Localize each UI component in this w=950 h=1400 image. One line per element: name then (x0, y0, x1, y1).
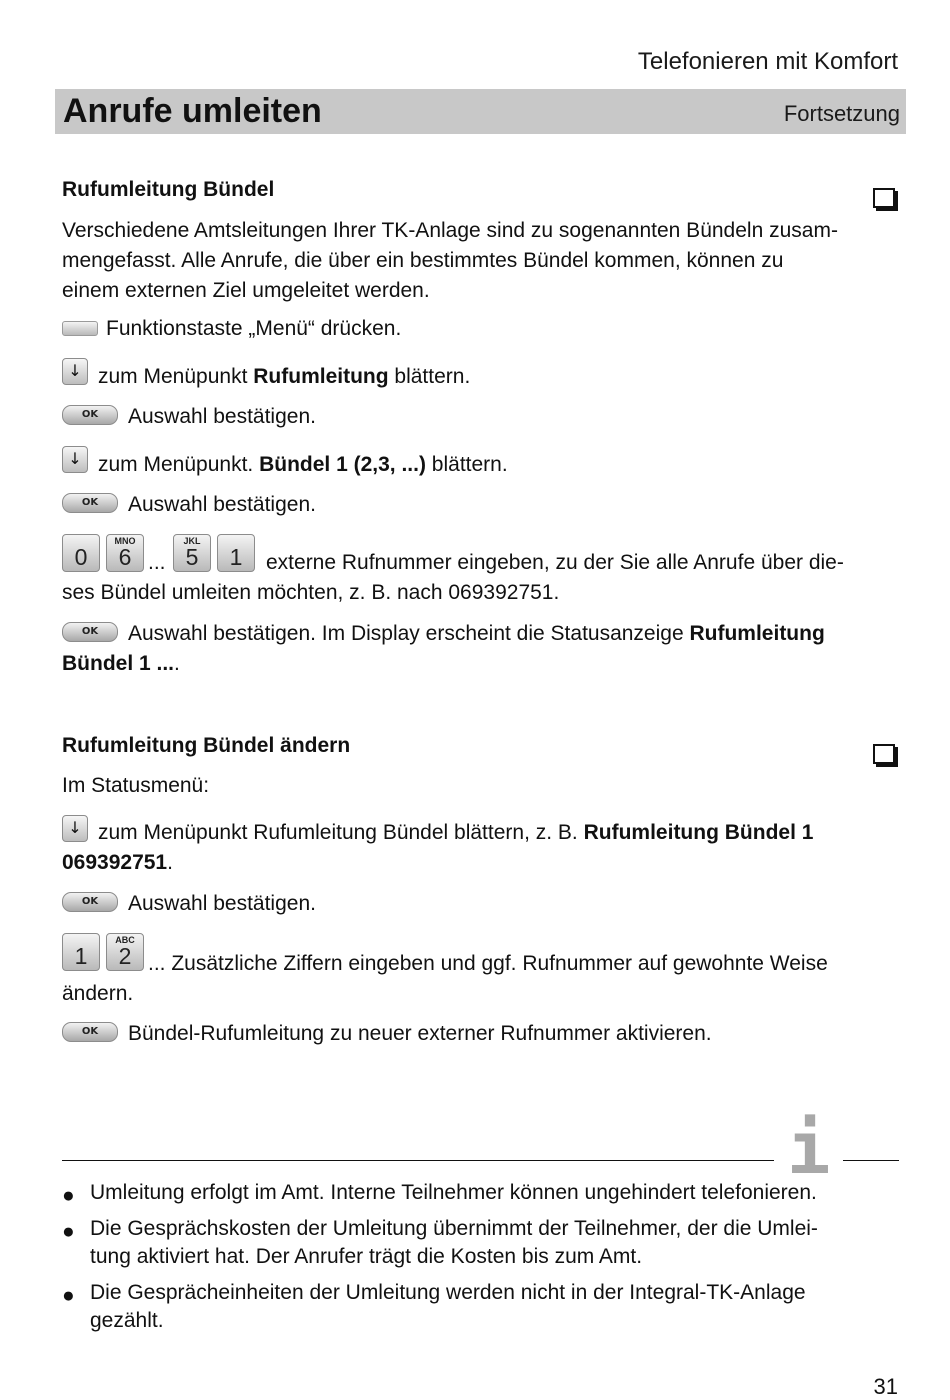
page-title: Anrufe umleiten (63, 92, 322, 130)
ok-key-icon: OK (62, 1022, 118, 1042)
key-2-icon: ABC 2 (106, 933, 144, 971)
chapter-title: Telefonieren mit Komfort (637, 48, 898, 75)
step-text: Funktionstaste „Menü“ drücken. (106, 317, 402, 340)
step-text: zum Menüpunkt Rufumleitung Bündel blättern, z. B. Rufumleitung Bündel 1 (98, 821, 814, 844)
intro-line: mengefasst. Alle Anrufe, die über ein bestimmtes Bündel kommen, können zu (62, 249, 784, 272)
ok-key-icon: OK (62, 493, 118, 513)
section1-intro (62, 216, 838, 306)
info-icon: i (787, 1106, 831, 1190)
continuation-label: Fortsetzung (783, 101, 900, 126)
step-text: ... Zusätzliche Ziffern eingeben und ggf. Rufnummer auf gewohnte Weise (148, 952, 828, 975)
checkbox-icon (873, 188, 895, 208)
key-0-icon: 0 (62, 534, 100, 572)
bullet-icon: ● (62, 1220, 75, 1243)
step-text: 069392751. (62, 851, 173, 874)
step-text: Auswahl bestätigen. Im Display erscheint die Statusanzeige Rufumleitung (128, 622, 825, 645)
ellipsis: ... (148, 551, 166, 574)
info-bullet-text: Umleitung erfolgt im Amt. Interne Teilnehmer können ungehindert telefonieren. (90, 1181, 817, 1204)
info-bullet-text: Die Gesprächeinheiten der Umleitung werden nicht in der Integral-TK-Anlage gezählt. (90, 1281, 806, 1332)
step-text: Bündel-Rufumleitung zu neuer externer Rufnummer aktivieren. (128, 1022, 712, 1045)
section-heading-rufumleitung-buendel: Rufumleitung Bündel (62, 178, 275, 201)
intro-line: einem externen Ziel umgeleitet werden. (62, 279, 430, 302)
ok-key-icon: OK (62, 892, 118, 912)
step-text: zum Menüpunkt Rufumleitung blättern. (98, 365, 471, 388)
info-divider (843, 1160, 899, 1161)
step-text: zum Menüpunkt. Bündel 1 (2,3, ...) blättern. (98, 453, 508, 476)
section2-intro: Im Statusmenü: (62, 774, 210, 797)
info-divider (62, 1160, 774, 1161)
section-heading-rufumleitung-buendel-aendern: Rufumleitung Bündel ändern (62, 734, 351, 757)
bullet-icon: ● (62, 1284, 75, 1307)
bullet-icon: ● (62, 1184, 75, 1207)
step-text: Auswahl bestätigen. (128, 493, 316, 516)
key-5-icon: JKL 5 (173, 534, 211, 572)
step-text: Auswahl bestätigen. (128, 405, 316, 428)
down-arrow-key-icon: ↓ (62, 815, 88, 842)
key-6-icon: MNO 6 (106, 534, 144, 572)
info-bullet-text: Die Gesprächskosten der Umleitung übernimmt der Teilnehmer, der die Umlei- tung aktiviert hat. Der Anrufer trägt die Kosten bis zum Amt. (90, 1217, 818, 1268)
down-arrow-key-icon: ↓ (62, 446, 88, 473)
step-text: externe Rufnummer eingeben, zu der Sie alle Anrufe über die- (266, 551, 844, 574)
step-text: ändern. (62, 982, 134, 1005)
step-text: Auswahl bestätigen. (128, 892, 316, 915)
ok-key-icon: OK (62, 405, 118, 425)
function-key-icon (62, 321, 98, 336)
checkbox-icon (873, 744, 895, 764)
ok-key-icon: OK (62, 622, 118, 642)
step-text: ses Bündel umleiten möchten, z. B. nach 069392751. (62, 581, 560, 604)
key-1-icon: 1 (217, 534, 255, 572)
step-text: Bündel 1 .... (62, 652, 180, 675)
down-arrow-key-icon: ↓ (62, 358, 88, 385)
page-number: 31 (873, 1374, 898, 1399)
key-1-icon: 1 (62, 933, 100, 971)
intro-line: Verschiedene Amtsleitungen Ihrer TK-Anlage sind zu sogenannten Bündeln zusam- (62, 219, 838, 242)
